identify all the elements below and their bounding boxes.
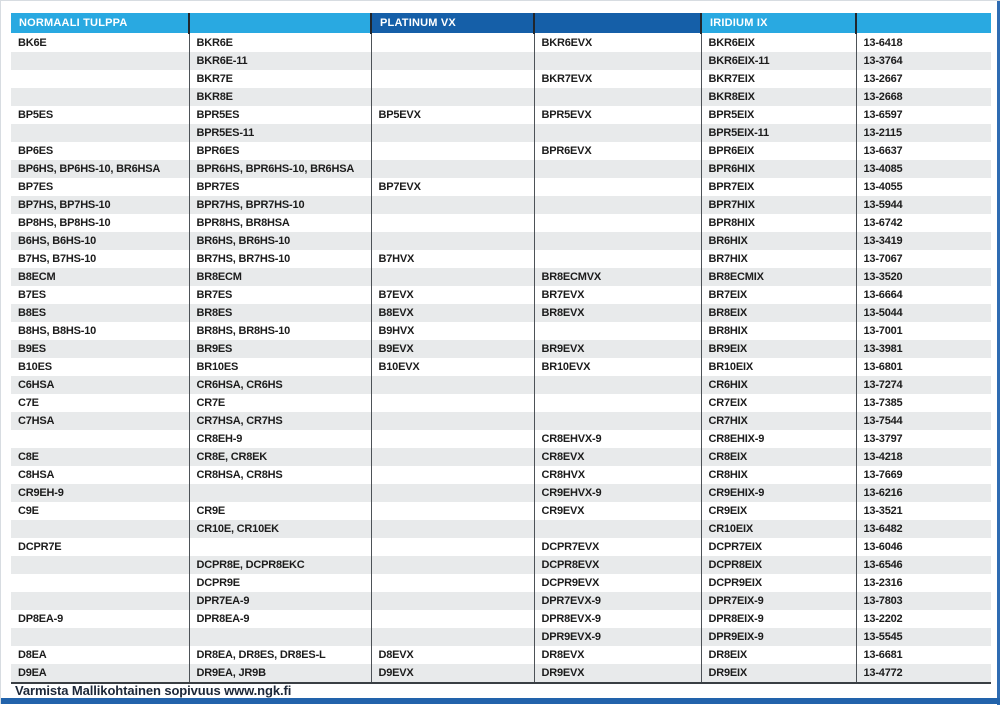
table-cell: 13-5545 (856, 628, 991, 646)
table-cell: BKR7EIX (701, 70, 856, 88)
table-row (11, 592, 991, 610)
table-row (11, 556, 991, 574)
table-cell (534, 196, 701, 214)
table-row (11, 430, 991, 448)
table-cell: CR8HVX (534, 466, 701, 484)
table-cell (371, 520, 534, 538)
table-cell: 13-6637 (856, 142, 991, 160)
table-cell (11, 556, 189, 574)
table-cell: 13-4218 (856, 448, 991, 466)
table-row (11, 88, 991, 106)
table-cell: BR8EVX (534, 304, 701, 322)
table-cell: BR8HIX (701, 322, 856, 340)
table-cell: BPR7HIX (701, 196, 856, 214)
table-cell: C8E (18, 451, 39, 463)
table-cell: BKR6E-11 (189, 52, 371, 70)
table-cell: DCPR8EVX (534, 556, 701, 574)
table-cell: 13-7001 (856, 322, 991, 340)
table-cell (534, 412, 701, 430)
table-cell: 13-6418 (856, 34, 991, 53)
table-cell: BR10EVX (534, 358, 701, 376)
table-cell: B8ES (18, 307, 46, 319)
table-cell (534, 520, 701, 538)
table-cell: 13-2668 (856, 88, 991, 106)
table-cell: DPR7EIX-9 (701, 592, 856, 610)
table-cell: BR8ECMIX (701, 268, 856, 286)
table-cell: C7HSA (18, 415, 55, 427)
table-cell (11, 52, 189, 70)
table-cell: BR9EIX (701, 340, 856, 358)
table-cell: D9EA (18, 667, 47, 679)
table-cell: C9E (18, 505, 39, 517)
table-cell (11, 628, 189, 646)
table-cell: DCPR7EVX (534, 538, 701, 556)
table-cell: BPR7HS, BPR7HS-10 (189, 196, 371, 214)
table-cell: DCPR7EIX (701, 538, 856, 556)
table-cell: 13-2202 (856, 610, 991, 628)
table-cell: 13-6742 (856, 214, 991, 232)
table-cell: DR9EIX (701, 664, 856, 683)
table-row (11, 340, 991, 358)
table-cell: 13-4055 (856, 178, 991, 196)
table-cell: CR8EVX (534, 448, 701, 466)
table-cell: D9EVX (371, 664, 534, 683)
table-row (11, 502, 991, 520)
table-row (11, 628, 991, 646)
table-cell: BR7HS, BR7HS-10 (189, 250, 371, 268)
table-row (11, 574, 991, 592)
table-row (11, 106, 991, 124)
table-cell: 13-6482 (856, 520, 991, 538)
table-cell (11, 592, 189, 610)
table-row (11, 520, 991, 538)
table-cell: B9EVX (371, 340, 534, 358)
table-row (11, 448, 991, 466)
table-cell: BR8ECMVX (534, 268, 701, 286)
table-cell (534, 250, 701, 268)
table-cell (371, 574, 534, 592)
table-cell: B8EVX (371, 304, 534, 322)
table-cell: 13-2667 (856, 70, 991, 88)
table-cell (371, 376, 534, 394)
table-cell: BPR8HS, BR8HSA (189, 214, 371, 232)
table-cell: BKR7E (189, 70, 371, 88)
table-cell: D8EA (18, 649, 47, 661)
table-cell: BR8HS, BR8HS-10 (189, 322, 371, 340)
table-cell: BR8ECM (189, 268, 371, 286)
table-cell: B7EVX (371, 286, 534, 304)
table-cell: CR9EH-9 (18, 487, 64, 499)
table-row (11, 286, 991, 304)
table-cell: 13-3797 (856, 430, 991, 448)
table-cell (371, 430, 534, 448)
table-cell (371, 484, 534, 502)
table-cell: BR7EVX (534, 286, 701, 304)
table-cell: BK6E (18, 37, 47, 49)
table-cell (534, 52, 701, 70)
table-cell: BKR6EIX (701, 34, 856, 53)
table-cell (371, 34, 534, 53)
table-cell: 13-6681 (856, 646, 991, 664)
table-cell: DPR8EA-9 (189, 610, 371, 628)
table-row (11, 538, 991, 556)
table-cell: 13-7669 (856, 466, 991, 484)
table-row (11, 124, 991, 142)
table-cell (534, 322, 701, 340)
table-cell (371, 124, 534, 142)
table-cell: D8EVX (371, 646, 534, 664)
table-cell: BP5ES (18, 109, 54, 121)
table-cell (371, 538, 534, 556)
table-cell: CR9EIX (701, 502, 856, 520)
table-cell: CR10E, CR10EK (189, 520, 371, 538)
table-cell (189, 628, 371, 646)
table-cell (371, 70, 534, 88)
table-cell: BPR5ES-11 (189, 124, 371, 142)
table-cell: BKR8EIX (701, 88, 856, 106)
table-row (11, 484, 991, 502)
table-cell: CR8EHVX-9 (534, 430, 701, 448)
table-cell: BR9ES (189, 340, 371, 358)
table-row (11, 412, 991, 430)
table-cell (371, 160, 534, 178)
column-header-blank-4 (534, 13, 701, 34)
table-cell (11, 430, 189, 448)
table-cell: BKR7EVX (534, 70, 701, 88)
table-cell: BR7EIX (701, 286, 856, 304)
table-row (11, 466, 991, 484)
table-cell (371, 610, 534, 628)
table-cell (189, 538, 371, 556)
table-row (11, 376, 991, 394)
table-cell (534, 160, 701, 178)
table-cell: 13-4772 (856, 664, 991, 683)
table-cell (371, 628, 534, 646)
table-cell (11, 520, 189, 538)
table-cell: 13-4085 (856, 160, 991, 178)
table-cell: DCPR9EVX (534, 574, 701, 592)
table-cell: DR8EA, DR8ES, DR8ES-L (189, 646, 371, 664)
table-row (11, 646, 991, 664)
table-row (11, 610, 991, 628)
table-cell: 13-7067 (856, 250, 991, 268)
table-cell: BPR5EIX-11 (701, 124, 856, 142)
table-cell: B9HVX (371, 322, 534, 340)
table-cell: CR9EHIX-9 (701, 484, 856, 502)
table-cell: BPR6HS, BPR6HS-10, BR6HSA (189, 160, 371, 178)
table-cell: DCPR9E (189, 574, 371, 592)
table-cell: 13-6046 (856, 538, 991, 556)
table-cell: 13-6216 (856, 484, 991, 502)
table-row (11, 70, 991, 88)
table-cell: BPR6EIX (701, 142, 856, 160)
table-cell: BR6HIX (701, 232, 856, 250)
table-cell: CR8EIX (701, 448, 856, 466)
table-cell: CR6HSA, CR6HS (189, 376, 371, 394)
table-cell (371, 394, 534, 412)
cross-reference-table-body (11, 34, 991, 684)
table-row (11, 52, 991, 70)
table-cell: CR8HIX (701, 466, 856, 484)
table-cell: BR8EIX (701, 304, 856, 322)
table-cell: BP8HS, BP8HS-10 (18, 217, 111, 229)
table-cell: 13-3981 (856, 340, 991, 358)
table-cell: BR7HIX (701, 250, 856, 268)
table-cell: 13-3521 (856, 502, 991, 520)
table-cell: 13-6546 (856, 556, 991, 574)
table-row (11, 232, 991, 250)
table-row (11, 664, 991, 683)
table-cell: DPR7EA-9 (189, 592, 371, 610)
table-cell: B7HVX (371, 250, 534, 268)
table-cell: CR8EHIX-9 (701, 430, 856, 448)
column-header-blank-2 (189, 13, 371, 34)
spark-plug-cross-reference-table (11, 13, 991, 684)
table-cell: BR8ES (189, 304, 371, 322)
table-cell: B8HS, B8HS-10 (18, 325, 97, 337)
table-cell: CR7HIX (701, 412, 856, 430)
table-cell: BP7HS, BP7HS-10 (18, 199, 111, 211)
cross-reference-table (11, 13, 991, 684)
table-cell: DCPR9EIX (701, 574, 856, 592)
table-cell: CR8E, CR8EK (189, 448, 371, 466)
table-cell: BR7ES (189, 286, 371, 304)
table-cell: CR7HSA, CR7HS (189, 412, 371, 430)
table-cell: DP8EA-9 (18, 613, 64, 625)
table-cell: DCPR7E (18, 541, 62, 553)
table-cell (371, 268, 534, 286)
table-cell: 13-3520 (856, 268, 991, 286)
table-cell: DPR8EVX-9 (534, 610, 701, 628)
table-row (11, 268, 991, 286)
table-cell: BKR8E (189, 88, 371, 106)
table-cell: BPR7ES (189, 178, 371, 196)
table-cell: B10EVX (371, 358, 534, 376)
table-cell (189, 484, 371, 502)
table-cell: CR9EVX (534, 502, 701, 520)
table-cell (371, 448, 534, 466)
table-cell: CR6HIX (701, 376, 856, 394)
table-row (11, 160, 991, 178)
table-cell: 13-3764 (856, 52, 991, 70)
table-cell: BR10ES (189, 358, 371, 376)
table-cell: DR9EA, JR9B (189, 664, 371, 683)
table-cell: 13-5944 (856, 196, 991, 214)
table-cell: CR7E (189, 394, 371, 412)
table-cell (371, 214, 534, 232)
table-cell (11, 70, 189, 88)
table-cell: CR9EHVX-9 (534, 484, 701, 502)
table-cell (534, 376, 701, 394)
column-header-platinum-vx: PLATINUM VX (371, 13, 534, 34)
table-cell: CR9E (189, 502, 371, 520)
column-header-iridium-ix: IRIDIUM IX (701, 13, 856, 34)
table-cell (371, 232, 534, 250)
table-cell: BPR7EIX (701, 178, 856, 196)
table-cell (371, 52, 534, 70)
footer-note: Varmista Mallikohtainen sopivuus www.ngk.fi (15, 683, 292, 698)
table-cell: BR10EIX (701, 358, 856, 376)
table-cell: B9ES (18, 343, 46, 355)
table-cell: BP6HS, BP6HS-10, BR6HSA (18, 163, 161, 175)
table-cell: 13-7385 (856, 394, 991, 412)
table-cell: BP5EVX (371, 106, 534, 124)
table-cell (534, 214, 701, 232)
table-cell: B7HS, B7HS-10 (18, 253, 97, 265)
table-row (11, 142, 991, 160)
table-cell: DCPR8E, DCPR8EKC (189, 556, 371, 574)
table-cell: BPR5ES (189, 106, 371, 124)
table-cell (534, 232, 701, 250)
table-cell: DPR9EIX-9 (701, 628, 856, 646)
table-cell (371, 196, 534, 214)
column-header-normaali-tulppa: NORMAALI TULPPA (11, 13, 189, 34)
table-cell: BPR6ES (189, 142, 371, 160)
table-cell: 13-6801 (856, 358, 991, 376)
table-cell (534, 178, 701, 196)
table-cell: 13-2115 (856, 124, 991, 142)
table-cell: DR8EIX (701, 646, 856, 664)
table-cell: 13-7274 (856, 376, 991, 394)
table-row (11, 394, 991, 412)
table-cell: BP6ES (18, 145, 54, 157)
table-cell: BR9EVX (534, 340, 701, 358)
table-cell: DCPR8EIX (701, 556, 856, 574)
table-cell: 13-7544 (856, 412, 991, 430)
table-cell: DPR9EVX-9 (534, 628, 701, 646)
table-row (11, 214, 991, 232)
table-cell: BP7ES (18, 181, 54, 193)
table-row (11, 322, 991, 340)
table-cell: CR8EH-9 (189, 430, 371, 448)
table-row (11, 358, 991, 376)
table-row (11, 196, 991, 214)
table-cell: B10ES (18, 361, 52, 373)
table-cell: 13-2316 (856, 574, 991, 592)
table-cell: CR8HSA, CR8HS (189, 466, 371, 484)
table-cell: 13-3419 (856, 232, 991, 250)
table-cell: 13-6597 (856, 106, 991, 124)
table-cell: BKR6EIX-11 (701, 52, 856, 70)
table-cell: BPR6HIX (701, 160, 856, 178)
table-cell: BR6HS, BR6HS-10 (189, 232, 371, 250)
table-cell: DPR7EVX-9 (534, 592, 701, 610)
table-cell: BKR6EVX (534, 34, 701, 53)
table-cell: B7ES (18, 289, 46, 301)
table-cell: C8HSA (18, 469, 55, 481)
table-cell: B6HS, B6HS-10 (18, 235, 97, 247)
column-header-part-number (856, 13, 991, 34)
table-cell: 13-6664 (856, 286, 991, 304)
table-cell: BPR8HIX (701, 214, 856, 232)
table-cell: BPR5EVX (534, 106, 701, 124)
table-row (11, 178, 991, 196)
bottom-accent-strip (1, 698, 1000, 704)
table-cell: DPR8EIX-9 (701, 610, 856, 628)
table-cell (534, 124, 701, 142)
table-cell (534, 88, 701, 106)
table-cell (371, 502, 534, 520)
table-cell (371, 412, 534, 430)
table-cell (371, 142, 534, 160)
table-cell (371, 88, 534, 106)
table-cell: 13-5044 (856, 304, 991, 322)
table-cell (371, 592, 534, 610)
table-cell (11, 574, 189, 592)
table-cell: CR10EIX (701, 520, 856, 538)
table-row (11, 34, 991, 53)
table-cell: BKR6E (189, 34, 371, 53)
table-row (11, 250, 991, 268)
table-cell: DR9EVX (534, 664, 701, 683)
table-cell (371, 466, 534, 484)
table-cell: BPR6EVX (534, 142, 701, 160)
table-cell: C7E (18, 397, 39, 409)
table-row (11, 304, 991, 322)
table-cell (11, 124, 189, 142)
table-cell (371, 556, 534, 574)
table-cell: C6HSA (18, 379, 55, 391)
table-header-row (11, 13, 991, 34)
table-cell: B8ECM (18, 271, 56, 283)
table-cell: BPR5EIX (701, 106, 856, 124)
table-cell: DR8EVX (534, 646, 701, 664)
table-cell: 13-7803 (856, 592, 991, 610)
table-cell (11, 88, 189, 106)
table-cell: BP7EVX (371, 178, 534, 196)
table-cell (534, 394, 701, 412)
table-cell: CR7EIX (701, 394, 856, 412)
